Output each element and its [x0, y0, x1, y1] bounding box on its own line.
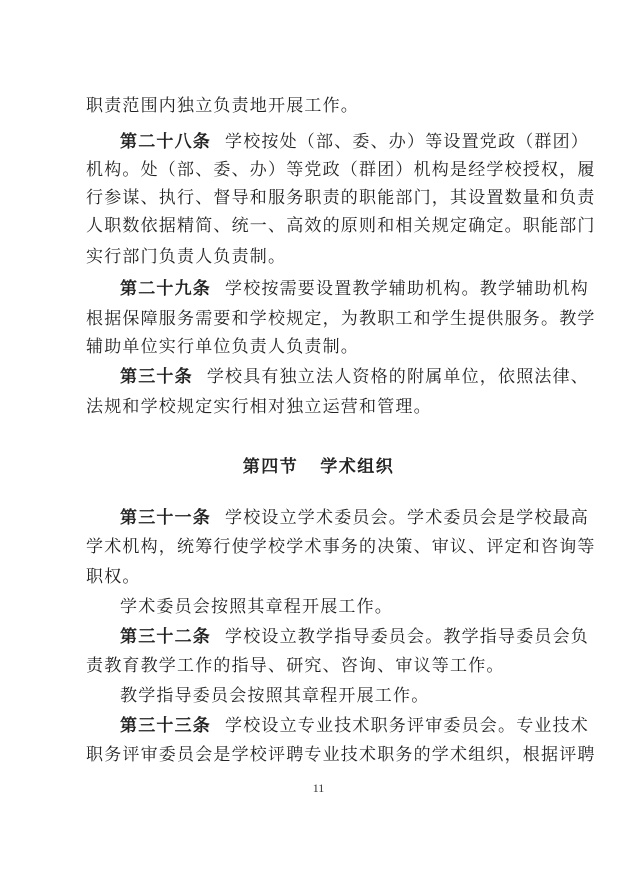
paragraph-line: 职权。: [86, 567, 141, 587]
article-heading: 第三十二条: [120, 627, 211, 647]
article-heading: 第三十一条: [120, 508, 211, 528]
article-heading: 第二十九条: [120, 279, 211, 299]
article-heading: 第三十三条: [120, 716, 211, 736]
article-33-first-line: [120, 715, 589, 737]
section-number: 第四节: [242, 457, 299, 477]
paragraph-line: 行参谋、执行、督导和服务职责的职能部门，其设置数量和负责: [86, 188, 596, 208]
article-29-first-line: [120, 278, 589, 300]
article-text: 学校设立学术委员会。学术委员会是学校最高: [225, 508, 589, 528]
article-text: 学校设立专业技术职务评审委员会。专业技术: [225, 716, 589, 736]
article-text: 学校具有独立法人资格的附属单位，依照法律、: [206, 367, 590, 387]
article-text: 学校设立教学指导委员会。教学指导委员会负: [225, 627, 589, 647]
paragraph-line: 根据保障服务需要和学校规定，为教职工和学生提供服务。教学: [86, 309, 596, 329]
article-heading: 第二十八条: [120, 132, 211, 152]
paragraph-line: 职责范围内独立负责地开展工作。: [86, 96, 359, 116]
page-number: 11: [312, 781, 325, 795]
paragraph-line: 学术委员会按照其章程开展工作。: [120, 597, 393, 617]
article-32-first-line: [120, 626, 589, 648]
paragraph-line: 教学指导委员会按照其章程开展工作。: [120, 686, 430, 706]
paragraph-line: 职务评审委员会是学校评聘专业技术职务的学术组织，根据评聘: [86, 745, 596, 765]
article-heading: 第三十条: [120, 367, 193, 387]
paragraph-line: 辅助单位实行单位负责人负责制。: [86, 337, 359, 357]
section-heading: [0, 456, 637, 478]
article-31-first-line: [120, 507, 589, 529]
article-text: 学校按处（部、委、办）等设置党政（群团）: [225, 132, 589, 152]
paragraph-line: 学术机构，统筹行使学校学术事务的决策、审议、评定和咨询等: [86, 537, 596, 557]
paragraph-line: 责教育教学工作的指导、研究、咨询、审议等工作。: [86, 656, 505, 676]
article-28-first-line: [120, 131, 589, 153]
paragraph-line: 实行部门负责人负责制。: [86, 247, 287, 267]
paragraph-line: 法规和学校规定实行相对独立运营和管理。: [86, 397, 432, 417]
paragraph-line: 人职数依据精简、统一、高效的原则和相关规定确定。职能部门: [86, 216, 596, 236]
article-30-first-line: [120, 366, 590, 388]
paragraph-line: 机构。处（部、委、办）等党政（群团）机构是经学校授权，履: [86, 160, 596, 180]
article-text: 学校按需要设置教学辅助机构。教学辅助机构: [225, 279, 589, 299]
section-title: 学术组织: [320, 457, 395, 477]
